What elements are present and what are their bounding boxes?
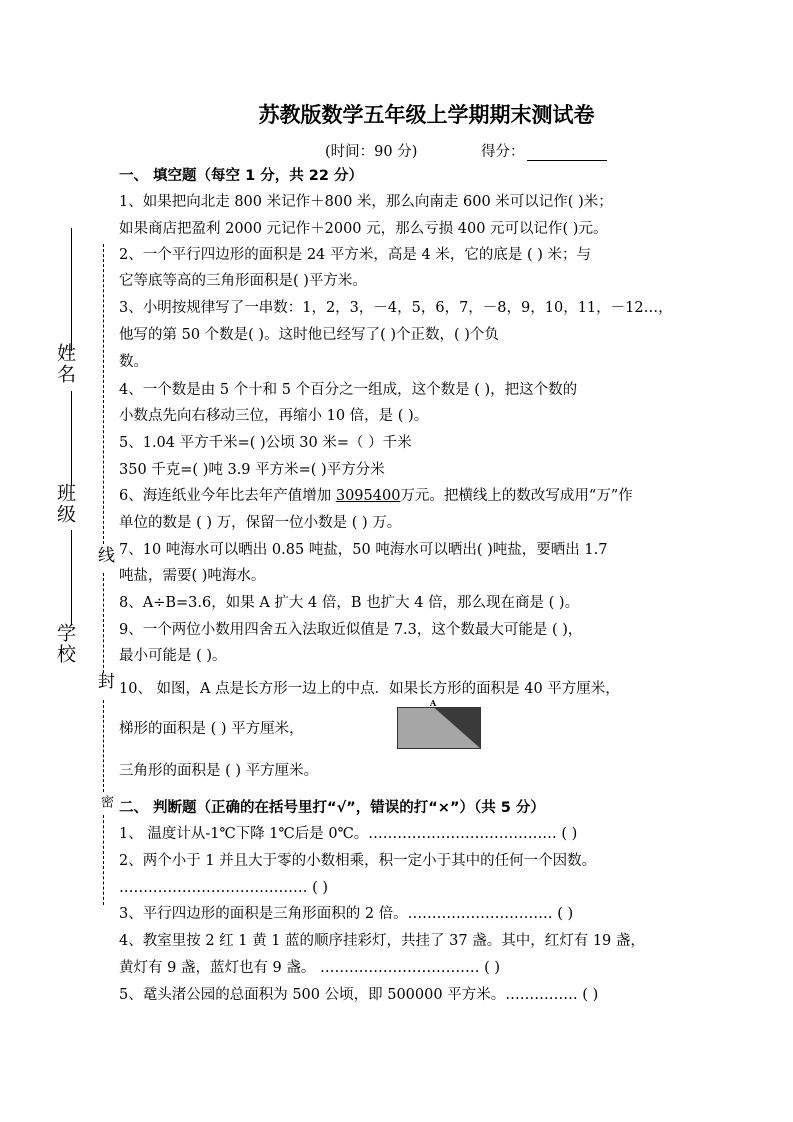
judge-q5: 5、鼋头渚公园的总面积为 500 公顷，即 500000 平方米。…………… ( )	[119, 987, 599, 1003]
school-label: 学校	[54, 623, 76, 665]
judge-q3: 3、平行四边形的面积是三角形面积的 2 倍。………………………… ( )	[119, 906, 574, 922]
q3-line-3: 数。	[119, 354, 148, 370]
q7-line-2: 吨盐，需要( )吨海水。	[119, 568, 266, 584]
q6-prefix: 6、海连纸业今年比去年产值增加	[119, 488, 336, 504]
class-label: 班级	[54, 483, 76, 525]
judge-q2-line-1: 2、两个小于 1 并且大于零的小数相乘，积一定小于其中的任何一个因数。	[119, 853, 597, 869]
score-blank[interactable]	[527, 146, 607, 161]
q9-line-1: 9、一个两位小数用四舍五入法取近似值是 7.3，这个数最大可能是 ( )，	[119, 622, 583, 638]
q7-line-1: 7、10 吨海水可以晒出 0.85 吨盐，50 吨海水可以晒出( )吨盐，要晒出 1.7	[119, 542, 608, 558]
page-title: 苏教版数学五年级上学期期末测试卷	[258, 102, 595, 127]
seal-dashed-line-top	[103, 244, 104, 544]
q6-underlined-number: 3095400	[335, 488, 401, 504]
rectangle-figure	[397, 707, 481, 749]
q10-line-1: 10、 如图，A 点是长方形一边上的中点．如果长方形的面积是 40 平方厘米，	[119, 681, 620, 697]
q2-line-2: 它等底等高的三角形面积是( )平方米。	[119, 273, 367, 289]
q4-line-2: 小数点先向右移动三位，再缩小 10 倍，是 ( )。	[119, 408, 429, 424]
q4-line-1: 4、一个数是由 5 个十和 5 个百分之一组成，这个数是 ( )，把这个数的	[119, 382, 578, 398]
school-rule	[71, 530, 72, 625]
q6-line-2: 单位的数是 ( ) 万，保留一位小数是 ( ) 万。	[119, 515, 402, 531]
figure-point-a-label: A	[430, 698, 437, 708]
q1-line-1: 1、如果把向北走 800 米记作＋800 米，那么向南走 600 米可以记作( )米；	[119, 194, 613, 210]
seal-xian: 线	[94, 546, 114, 565]
q3-line-2: 他写的第 50 个数是( )。这时他已经写了( )个正数，( )个负	[119, 327, 499, 343]
q10-line-2: 梯形的面积是 ( ) 平方厘米，	[119, 721, 304, 737]
section1-heading: 一、 填空题（每空 1 分，共 22 分）	[119, 168, 364, 184]
seal-dashed-line-mid	[103, 573, 104, 673]
judge-q1: 1、 温度计从-1℃下降 1℃后是 0℃。………………………………… ( )	[119, 826, 578, 842]
seal-dashed-line-low	[103, 700, 104, 792]
q2-line-1: 2、一个平行四边形的面积是 24 平方米，高是 4 米，它的底是 ( ) 米；与	[119, 247, 591, 263]
q9-line-2: 最小可能是 ( )。	[119, 648, 227, 664]
score-label: 得分：	[481, 144, 525, 160]
name-rule	[71, 228, 72, 351]
exam-time: (时间：90 分)	[325, 144, 418, 160]
score-field	[481, 140, 607, 161]
judge-q4-line-1: 4、教室里按 2 红 1 黄 1 蓝的顺序挂彩灯，共挂了 37 盏。其中，红灯有 19 盏，	[119, 933, 645, 949]
class-rule	[71, 391, 72, 486]
seal-mi: 密	[98, 795, 113, 808]
seal-feng: 封	[94, 672, 114, 691]
q8-line: 8、A÷B=3.6，如果 A 扩大 4 倍，B 也扩大 4 倍，那么现在商是 ( )。	[119, 595, 580, 611]
q6-suffix: 万元。把横线上的数改写成用“万”作	[400, 488, 633, 504]
q5-line-2: 350 千克=( )吨 3.9 平方米=( )平方分米	[119, 462, 385, 478]
q1-line-2: 如果商店把盈利 2000 元记作＋2000 元，那么亏损 400 元可以记作( )元。	[119, 221, 608, 237]
section2-heading: 二、 判断题（正确的在括号里打“√”，错误的打“×”）（共 5 分）	[119, 800, 545, 816]
q5-line-1: 5、1.04 平方千米=( )公顷 30 米=（ ）千米	[119, 435, 412, 451]
q6-line-1	[119, 487, 633, 505]
judge-q2-line-2: ………………………………… ( )	[119, 880, 329, 896]
q3-line-1: 3、小明按规律写了一串数：1，2，3，－4，5，6，7，－8，9，10，11，－12…，	[119, 300, 673, 316]
judge-q4-line-2: 黄灯有 9 盏，蓝灯也有 9 盏。 …………………………… ( )	[119, 960, 501, 976]
seal-dashed-line-bottom	[103, 815, 104, 905]
name-label: 姓名	[54, 343, 76, 385]
q10-line-3: 三角形的面积是 ( ) 平方厘米。	[119, 763, 319, 779]
